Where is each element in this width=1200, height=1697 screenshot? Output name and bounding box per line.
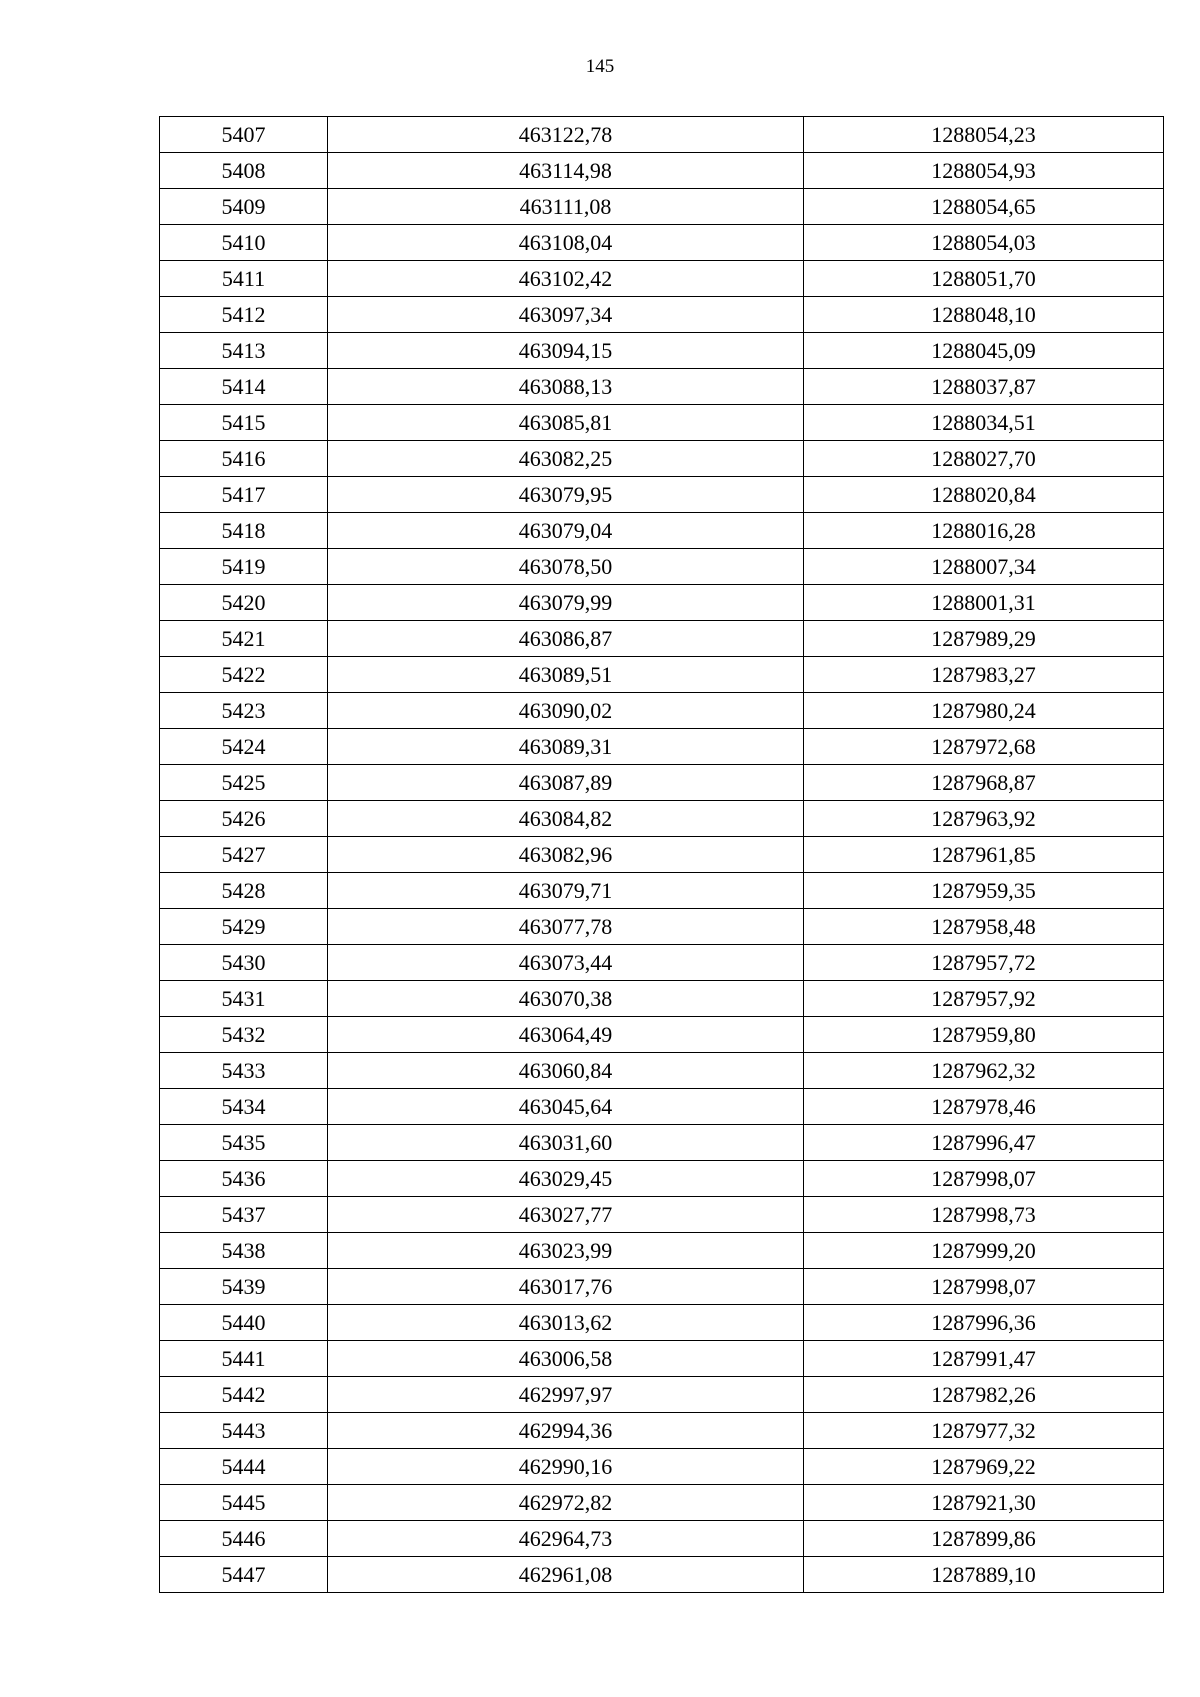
y-coordinate-cell: 1287996,36 <box>804 1305 1164 1341</box>
table-row <box>160 297 1164 333</box>
point-number-cell: 5427 <box>160 837 328 873</box>
point-number-cell: 5411 <box>160 261 328 297</box>
table-row <box>160 801 1164 837</box>
x-coordinate-cell: 462972,82 <box>328 1485 804 1521</box>
x-coordinate-cell: 463087,89 <box>328 765 804 801</box>
y-coordinate-cell: 1287996,47 <box>804 1125 1164 1161</box>
point-number-cell: 5432 <box>160 1017 328 1053</box>
x-coordinate-cell: 463045,64 <box>328 1089 804 1125</box>
y-coordinate-cell: 1287991,47 <box>804 1341 1164 1377</box>
table-row <box>160 1485 1164 1521</box>
y-coordinate-cell: 1287921,30 <box>804 1485 1164 1521</box>
table-row <box>160 1197 1164 1233</box>
x-coordinate-cell: 462994,36 <box>328 1413 804 1449</box>
x-coordinate-cell: 463027,77 <box>328 1197 804 1233</box>
table-row <box>160 1377 1164 1413</box>
point-number-cell: 5412 <box>160 297 328 333</box>
y-coordinate-cell: 1288054,65 <box>804 189 1164 225</box>
y-coordinate-cell: 1287963,92 <box>804 801 1164 837</box>
point-number-cell: 5407 <box>160 117 328 153</box>
table-row <box>160 261 1164 297</box>
x-coordinate-cell: 463089,51 <box>328 657 804 693</box>
point-number-cell: 5430 <box>160 945 328 981</box>
x-coordinate-cell: 463102,42 <box>328 261 804 297</box>
x-coordinate-cell: 463086,87 <box>328 621 804 657</box>
table-row <box>160 441 1164 477</box>
table-row <box>160 513 1164 549</box>
x-coordinate-cell: 463079,71 <box>328 873 804 909</box>
point-number-cell: 5439 <box>160 1269 328 1305</box>
y-coordinate-cell: 1288020,84 <box>804 477 1164 513</box>
x-coordinate-cell: 462964,73 <box>328 1521 804 1557</box>
x-coordinate-cell: 463111,08 <box>328 189 804 225</box>
table-row <box>160 1161 1164 1197</box>
y-coordinate-cell: 1288054,93 <box>804 153 1164 189</box>
y-coordinate-cell: 1288016,28 <box>804 513 1164 549</box>
y-coordinate-cell: 1287980,24 <box>804 693 1164 729</box>
point-number-cell: 5409 <box>160 189 328 225</box>
page-number: 145 <box>585 56 615 77</box>
y-coordinate-cell: 1287983,27 <box>804 657 1164 693</box>
table-row <box>160 585 1164 621</box>
y-coordinate-cell: 1288051,70 <box>804 261 1164 297</box>
point-number-cell: 5441 <box>160 1341 328 1377</box>
table-row <box>160 909 1164 945</box>
x-coordinate-cell: 462997,97 <box>328 1377 804 1413</box>
point-number-cell: 5419 <box>160 549 328 585</box>
y-coordinate-cell: 1287957,92 <box>804 981 1164 1017</box>
point-number-cell: 5447 <box>160 1557 328 1593</box>
x-coordinate-cell: 463060,84 <box>328 1053 804 1089</box>
x-coordinate-cell: 463029,45 <box>328 1161 804 1197</box>
point-number-cell: 5424 <box>160 729 328 765</box>
table-row <box>160 729 1164 765</box>
y-coordinate-cell: 1287959,35 <box>804 873 1164 909</box>
table-row <box>160 225 1164 261</box>
y-coordinate-cell: 1287999,20 <box>804 1233 1164 1269</box>
y-coordinate-cell: 1287978,46 <box>804 1089 1164 1125</box>
point-number-cell: 5422 <box>160 657 328 693</box>
y-coordinate-cell: 1287899,86 <box>804 1521 1164 1557</box>
table-row <box>160 873 1164 909</box>
point-number-cell: 5445 <box>160 1485 328 1521</box>
x-coordinate-cell: 463090,02 <box>328 693 804 729</box>
x-coordinate-cell: 463082,25 <box>328 441 804 477</box>
x-coordinate-cell: 463088,13 <box>328 369 804 405</box>
x-coordinate-cell: 462990,16 <box>328 1449 804 1485</box>
x-coordinate-cell: 463114,98 <box>328 153 804 189</box>
y-coordinate-cell: 1288001,31 <box>804 585 1164 621</box>
y-coordinate-cell: 1287962,32 <box>804 1053 1164 1089</box>
point-number-cell: 5429 <box>160 909 328 945</box>
point-number-cell: 5421 <box>160 621 328 657</box>
point-number-cell: 5423 <box>160 693 328 729</box>
point-number-cell: 5413 <box>160 333 328 369</box>
table-row <box>160 945 1164 981</box>
y-coordinate-cell: 1287968,87 <box>804 765 1164 801</box>
y-coordinate-cell: 1287889,10 <box>804 1557 1164 1593</box>
coordinates-table <box>159 116 1164 1593</box>
y-coordinate-cell: 1287961,85 <box>804 837 1164 873</box>
y-coordinate-cell: 1287958,48 <box>804 909 1164 945</box>
point-number-cell: 5414 <box>160 369 328 405</box>
point-number-cell: 5435 <box>160 1125 328 1161</box>
table-row <box>160 1341 1164 1377</box>
table-row <box>160 153 1164 189</box>
x-coordinate-cell: 463122,78 <box>328 117 804 153</box>
y-coordinate-cell: 1287982,26 <box>804 1377 1164 1413</box>
table-row <box>160 1017 1164 1053</box>
y-coordinate-cell: 1287998,07 <box>804 1269 1164 1305</box>
table-row <box>160 333 1164 369</box>
table-row <box>160 765 1164 801</box>
y-coordinate-cell: 1287969,22 <box>804 1449 1164 1485</box>
point-number-cell: 5442 <box>160 1377 328 1413</box>
point-number-cell: 5418 <box>160 513 328 549</box>
table-row <box>160 405 1164 441</box>
x-coordinate-cell: 463094,15 <box>328 333 804 369</box>
x-coordinate-cell: 463085,81 <box>328 405 804 441</box>
table-row <box>160 1449 1164 1485</box>
point-number-cell: 5443 <box>160 1413 328 1449</box>
y-coordinate-cell: 1288007,34 <box>804 549 1164 585</box>
table-row <box>160 1089 1164 1125</box>
x-coordinate-cell: 463006,58 <box>328 1341 804 1377</box>
point-number-cell: 5434 <box>160 1089 328 1125</box>
y-coordinate-cell: 1288054,23 <box>804 117 1164 153</box>
y-coordinate-cell: 1287989,29 <box>804 621 1164 657</box>
table-row <box>160 1557 1164 1593</box>
point-number-cell: 5436 <box>160 1161 328 1197</box>
table-row <box>160 1269 1164 1305</box>
y-coordinate-cell: 1288045,09 <box>804 333 1164 369</box>
point-number-cell: 5420 <box>160 585 328 621</box>
y-coordinate-cell: 1288054,03 <box>804 225 1164 261</box>
x-coordinate-cell: 463013,62 <box>328 1305 804 1341</box>
x-coordinate-cell: 463079,99 <box>328 585 804 621</box>
x-coordinate-cell: 463031,60 <box>328 1125 804 1161</box>
table-row <box>160 189 1164 225</box>
point-number-cell: 5438 <box>160 1233 328 1269</box>
x-coordinate-cell: 463077,78 <box>328 909 804 945</box>
x-coordinate-cell: 463084,82 <box>328 801 804 837</box>
x-coordinate-cell: 463017,76 <box>328 1269 804 1305</box>
x-coordinate-cell: 463079,04 <box>328 513 804 549</box>
table-row <box>160 1305 1164 1341</box>
table-row <box>160 693 1164 729</box>
x-coordinate-cell: 463089,31 <box>328 729 804 765</box>
table-row <box>160 369 1164 405</box>
table-row <box>160 837 1164 873</box>
table-row <box>160 621 1164 657</box>
point-number-cell: 5428 <box>160 873 328 909</box>
x-coordinate-cell: 463108,04 <box>328 225 804 261</box>
table-row <box>160 477 1164 513</box>
y-coordinate-cell: 1288048,10 <box>804 297 1164 333</box>
point-number-cell: 5408 <box>160 153 328 189</box>
table-row <box>160 981 1164 1017</box>
x-coordinate-cell: 463079,95 <box>328 477 804 513</box>
point-number-cell: 5416 <box>160 441 328 477</box>
y-coordinate-cell: 1288034,51 <box>804 405 1164 441</box>
x-coordinate-cell: 463023,99 <box>328 1233 804 1269</box>
y-coordinate-cell: 1287977,32 <box>804 1413 1164 1449</box>
y-coordinate-cell: 1288027,70 <box>804 441 1164 477</box>
x-coordinate-cell: 463097,34 <box>328 297 804 333</box>
point-number-cell: 5444 <box>160 1449 328 1485</box>
x-coordinate-cell: 463070,38 <box>328 981 804 1017</box>
x-coordinate-cell: 462961,08 <box>328 1557 804 1593</box>
point-number-cell: 5446 <box>160 1521 328 1557</box>
point-number-cell: 5437 <box>160 1197 328 1233</box>
x-coordinate-cell: 463073,44 <box>328 945 804 981</box>
point-number-cell: 5415 <box>160 405 328 441</box>
table-row <box>160 117 1164 153</box>
y-coordinate-cell: 1287972,68 <box>804 729 1164 765</box>
x-coordinate-cell: 463078,50 <box>328 549 804 585</box>
y-coordinate-cell: 1288037,87 <box>804 369 1164 405</box>
point-number-cell: 5410 <box>160 225 328 261</box>
point-number-cell: 5417 <box>160 477 328 513</box>
y-coordinate-cell: 1287998,73 <box>804 1197 1164 1233</box>
y-coordinate-cell: 1287957,72 <box>804 945 1164 981</box>
point-number-cell: 5425 <box>160 765 328 801</box>
table-row <box>160 1233 1164 1269</box>
point-number-cell: 5440 <box>160 1305 328 1341</box>
table-row <box>160 549 1164 585</box>
point-number-cell: 5426 <box>160 801 328 837</box>
table-row <box>160 1413 1164 1449</box>
coordinates-table-body <box>160 117 1164 1593</box>
table-row <box>160 1053 1164 1089</box>
point-number-cell: 5433 <box>160 1053 328 1089</box>
table-row <box>160 1125 1164 1161</box>
table-row <box>160 657 1164 693</box>
y-coordinate-cell: 1287959,80 <box>804 1017 1164 1053</box>
y-coordinate-cell: 1287998,07 <box>804 1161 1164 1197</box>
x-coordinate-cell: 463064,49 <box>328 1017 804 1053</box>
table-row <box>160 1521 1164 1557</box>
x-coordinate-cell: 463082,96 <box>328 837 804 873</box>
point-number-cell: 5431 <box>160 981 328 1017</box>
